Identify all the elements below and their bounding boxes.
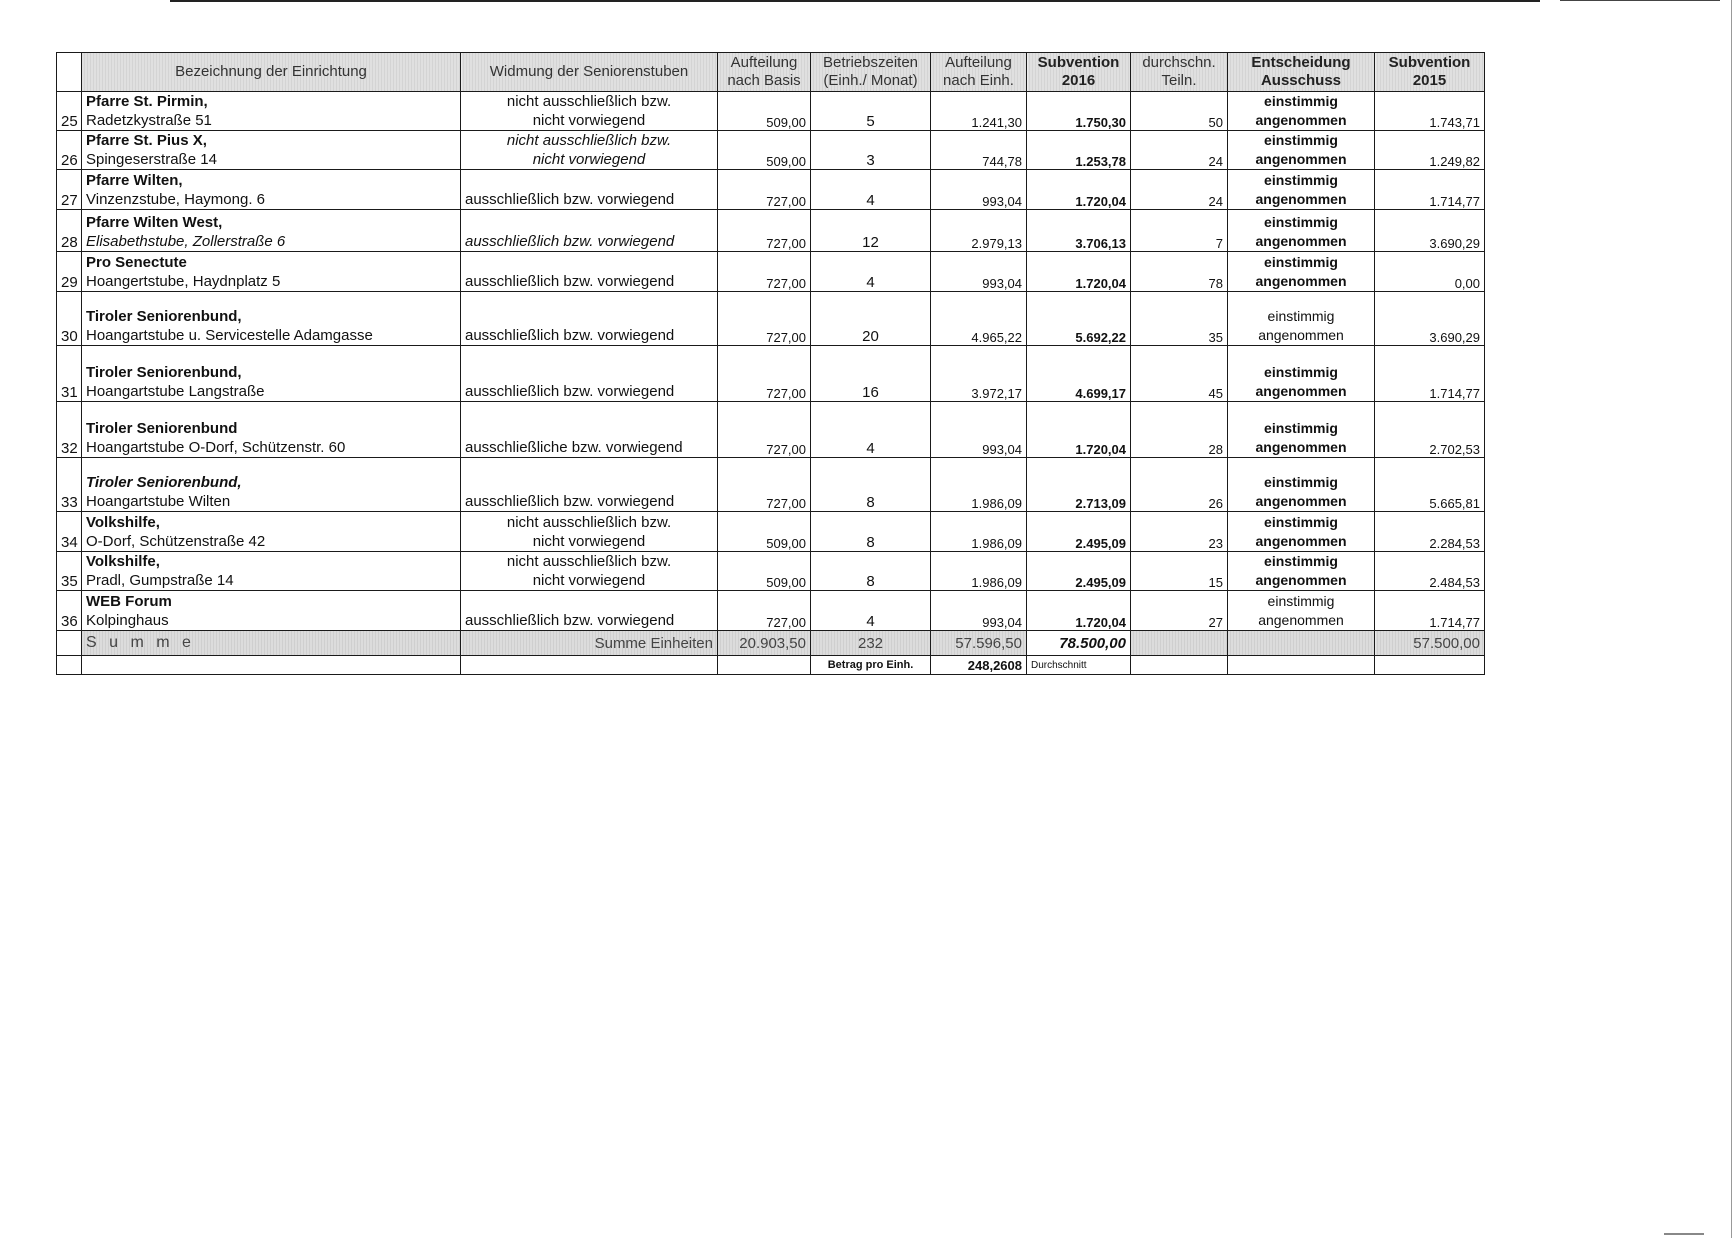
aufteilung-einh-cell: 993,04 bbox=[931, 252, 1027, 292]
footer-betrag-value: 248,2608 bbox=[931, 656, 1027, 675]
decision-line-1: einstimmig bbox=[1267, 593, 1335, 609]
entscheidung-cell bbox=[1228, 92, 1375, 131]
aufteilung-basis-cell: 727,00 bbox=[718, 252, 811, 292]
subvention-2015-cell: 2.702,53 bbox=[1375, 402, 1485, 458]
teilnehmer-cell: 23 bbox=[1131, 512, 1228, 552]
widmung-cell bbox=[461, 92, 718, 131]
row-index: 31 bbox=[57, 346, 82, 402]
footer-betrag-label: Betrag pro Einh. bbox=[811, 656, 931, 675]
widmung-cell bbox=[461, 131, 718, 170]
decision-line-1: einstimmig bbox=[1264, 214, 1338, 230]
einrichtung-name: WEB Forum bbox=[86, 593, 172, 610]
entscheidung-cell bbox=[1228, 210, 1375, 252]
teilnehmer-cell: 26 bbox=[1131, 458, 1228, 512]
scan-corner-mark bbox=[1664, 1233, 1704, 1235]
sum-basis-total: 20.903,50 bbox=[718, 631, 811, 656]
aufteilung-basis-cell: 727,00 bbox=[718, 170, 811, 210]
sum-teiln-cell bbox=[1131, 631, 1228, 656]
einrichtung-cell bbox=[82, 346, 461, 402]
table-row bbox=[57, 402, 1485, 458]
widmung-cell bbox=[461, 512, 718, 552]
table-row bbox=[57, 210, 1485, 252]
einrichtung-cell bbox=[82, 252, 461, 292]
subvention-2015-cell: 5.665,81 bbox=[1375, 458, 1485, 512]
footer-index-cell bbox=[57, 656, 82, 675]
purpose-line: nicht vorwiegend bbox=[532, 572, 646, 589]
einrichtung-cell bbox=[82, 92, 461, 131]
table-row bbox=[57, 552, 1485, 591]
aufteilung-basis-cell: 509,00 bbox=[718, 552, 811, 591]
subsidy-table bbox=[56, 52, 1485, 675]
betriebszeiten-cell: 4 bbox=[811, 170, 931, 210]
purpose-line: nicht vorwiegend bbox=[532, 151, 646, 168]
aufteilung-basis-cell: 509,00 bbox=[718, 92, 811, 131]
decision-line-2: angenommen bbox=[1255, 233, 1347, 249]
einrichtung-name: Tiroler Seniorenbund, bbox=[86, 474, 242, 491]
teilnehmer-cell: 50 bbox=[1131, 92, 1228, 131]
einrichtung-address: Hoangertstube, Haydnplatz 5 bbox=[86, 273, 281, 290]
aufteilung-basis-cell: 727,00 bbox=[718, 402, 811, 458]
row-index: 29 bbox=[57, 252, 82, 292]
subvention-2015-cell: 1.714,77 bbox=[1375, 591, 1485, 631]
entscheidung-cell bbox=[1228, 512, 1375, 552]
purpose-line: ausschließlich bzw. vorwiegend bbox=[465, 493, 675, 510]
einrichtung-address: Spingeserstraße 14 bbox=[86, 151, 217, 168]
aufteilung-einh-cell: 993,04 bbox=[931, 591, 1027, 631]
betriebszeiten-cell: 8 bbox=[811, 512, 931, 552]
betriebszeiten-cell: 4 bbox=[811, 402, 931, 458]
purpose-line: ausschließliche bzw. vorwiegend bbox=[465, 439, 683, 456]
subvention-2016-cell: 1.750,30 bbox=[1027, 92, 1131, 131]
aufteilung-einh-cell: 993,04 bbox=[931, 170, 1027, 210]
header-entscheidung: Entscheidung Ausschuss bbox=[1228, 53, 1375, 92]
teilnehmer-cell: 78 bbox=[1131, 252, 1228, 292]
row-index: 34 bbox=[57, 512, 82, 552]
decision-line-1: einstimmig bbox=[1264, 514, 1338, 530]
decision-line-2: angenommen bbox=[1258, 612, 1344, 628]
sum-subvention-2015-total: 57.500,00 bbox=[1375, 631, 1485, 656]
entscheidung-cell bbox=[1228, 346, 1375, 402]
aufteilung-basis-cell: 727,00 bbox=[718, 210, 811, 252]
subvention-2016-cell: 2.495,09 bbox=[1027, 512, 1131, 552]
purpose-line: ausschließlich bzw. vorwiegend bbox=[465, 383, 675, 400]
purpose-line: ausschließlich bzw. vorwiegend bbox=[465, 273, 675, 290]
teilnehmer-cell: 27 bbox=[1131, 591, 1228, 631]
row-index: 25 bbox=[57, 92, 82, 131]
sum-label: S u m m e bbox=[82, 631, 461, 656]
row-index: 32 bbox=[57, 402, 82, 458]
einrichtung-cell bbox=[82, 512, 461, 552]
sum-row bbox=[57, 631, 1485, 656]
row-index: 33 bbox=[57, 458, 82, 512]
aufteilung-einh-cell: 1.986,09 bbox=[931, 552, 1027, 591]
betriebszeiten-cell: 3 bbox=[811, 131, 931, 170]
sum-index-cell bbox=[57, 631, 82, 656]
footer-basis-cell bbox=[718, 656, 811, 675]
table-row bbox=[57, 252, 1485, 292]
table-row bbox=[57, 292, 1485, 346]
footer-row bbox=[57, 656, 1485, 675]
footer-teiln-cell bbox=[1131, 656, 1228, 675]
betriebszeiten-cell: 8 bbox=[811, 458, 931, 512]
row-index: 28 bbox=[57, 210, 82, 252]
teilnehmer-cell: 45 bbox=[1131, 346, 1228, 402]
einrichtung-address: O-Dorf, Schützenstraße 42 bbox=[86, 533, 266, 550]
decision-line-2: angenommen bbox=[1255, 533, 1347, 549]
decision-line-1: einstimmig bbox=[1264, 254, 1338, 270]
aufteilung-einh-cell: 3.972,17 bbox=[931, 346, 1027, 402]
widmung-cell bbox=[461, 252, 718, 292]
decision-line-1: einstimmig bbox=[1264, 93, 1338, 109]
subvention-2015-cell: 1.743,71 bbox=[1375, 92, 1485, 131]
einrichtung-name: Volkshilfe, bbox=[86, 553, 160, 570]
header-betriebszeiten: Betriebszeiten (Einh./ Monat) bbox=[811, 53, 931, 92]
aufteilung-basis-cell: 509,00 bbox=[718, 131, 811, 170]
table-row bbox=[57, 458, 1485, 512]
betriebszeiten-cell: 4 bbox=[811, 591, 931, 631]
decision-line-1: einstimmig bbox=[1264, 474, 1338, 490]
header-einrichtung: Bezeichnung der Einrichtung bbox=[82, 53, 461, 92]
einrichtung-address: Vinzenzstube, Haymong. 6 bbox=[86, 191, 265, 208]
row-index: 26 bbox=[57, 131, 82, 170]
footer-name-cell bbox=[82, 656, 461, 675]
aufteilung-einh-cell: 744,78 bbox=[931, 131, 1027, 170]
einrichtung-cell bbox=[82, 591, 461, 631]
subvention-2016-cell: 1.253,78 bbox=[1027, 131, 1131, 170]
widmung-cell bbox=[461, 552, 718, 591]
entscheidung-cell bbox=[1228, 591, 1375, 631]
aufteilung-einh-cell: 993,04 bbox=[931, 402, 1027, 458]
entscheidung-cell bbox=[1228, 131, 1375, 170]
einrichtung-name: Pfarre St. Pirmin, bbox=[86, 93, 208, 110]
table-row bbox=[57, 92, 1485, 131]
aufteilung-einh-cell: 1.241,30 bbox=[931, 92, 1027, 131]
aufteilung-einh-cell: 1.986,09 bbox=[931, 458, 1027, 512]
teilnehmer-cell: 28 bbox=[1131, 402, 1228, 458]
header-subvention-2015: Subvention 2015 bbox=[1375, 53, 1485, 92]
subvention-2015-cell: 3.690,29 bbox=[1375, 292, 1485, 346]
einrichtung-address: Kolpinghaus bbox=[86, 612, 169, 629]
einrichtung-cell bbox=[82, 552, 461, 591]
aufteilung-einh-cell: 1.986,09 bbox=[931, 512, 1027, 552]
decision-line-2: angenommen bbox=[1255, 273, 1347, 289]
betriebszeiten-cell: 16 bbox=[811, 346, 931, 402]
footer-purpose-cell bbox=[461, 656, 718, 675]
purpose-line: nicht ausschließlich bzw. bbox=[506, 553, 672, 570]
teilnehmer-cell: 35 bbox=[1131, 292, 1228, 346]
header-subvention-2016: Subvention 2016 bbox=[1027, 53, 1131, 92]
subvention-2015-cell: 1.249,82 bbox=[1375, 131, 1485, 170]
widmung-cell bbox=[461, 346, 718, 402]
decision-line-2: angenommen bbox=[1255, 493, 1347, 509]
table-row bbox=[57, 170, 1485, 210]
einrichtung-address: Hoangartstube Langstraße bbox=[86, 383, 265, 400]
subvention-2016-cell: 4.699,17 bbox=[1027, 346, 1131, 402]
purpose-line: nicht ausschließlich bzw. bbox=[506, 132, 672, 149]
purpose-line: ausschließlich bzw. vorwiegend bbox=[465, 233, 675, 250]
decision-line-2: angenommen bbox=[1255, 439, 1347, 455]
table-row bbox=[57, 512, 1485, 552]
aufteilung-basis-cell: 727,00 bbox=[718, 458, 811, 512]
einrichtung-address: Radetzkystraße 51 bbox=[86, 112, 212, 129]
decision-line-2: angenommen bbox=[1255, 572, 1347, 588]
einrichtung-address: Elisabethstube, Zollerstraße 6 bbox=[86, 233, 286, 250]
einrichtung-name: Volkshilfe, bbox=[86, 514, 160, 531]
subvention-2015-cell: 2.484,53 bbox=[1375, 552, 1485, 591]
betriebszeiten-cell: 5 bbox=[811, 92, 931, 131]
betriebszeiten-cell: 12 bbox=[811, 210, 931, 252]
row-index: 30 bbox=[57, 292, 82, 346]
sum-decision-cell bbox=[1228, 631, 1375, 656]
purpose-line: nicht vorwiegend bbox=[532, 533, 646, 550]
einrichtung-address: Pradl, Gumpstraße 14 bbox=[86, 572, 234, 589]
einrichtung-name: Tiroler Seniorenbund, bbox=[86, 308, 242, 325]
header-widmung: Widmung der Seniorenstuben bbox=[461, 53, 718, 92]
decision-line-2: angenommen bbox=[1255, 151, 1347, 167]
aufteilung-einh-cell: 4.965,22 bbox=[931, 292, 1027, 346]
header-aufteilung-basis: Aufteilung nach Basis bbox=[718, 53, 811, 92]
subvention-2016-cell: 1.720,04 bbox=[1027, 402, 1131, 458]
decision-line-2: angenommen bbox=[1255, 191, 1347, 207]
header-row bbox=[57, 53, 1485, 92]
entscheidung-cell bbox=[1228, 402, 1375, 458]
scan-top-edge-right bbox=[1560, 0, 1720, 1]
einrichtung-cell bbox=[82, 131, 461, 170]
teilnehmer-cell: 24 bbox=[1131, 131, 1228, 170]
entscheidung-cell bbox=[1228, 458, 1375, 512]
footer-sub2015-cell bbox=[1375, 656, 1485, 675]
decision-line-1: einstimmig bbox=[1264, 172, 1338, 188]
subvention-2016-cell: 5.692,22 bbox=[1027, 292, 1131, 346]
sum-units-label: Summe Einheiten bbox=[461, 631, 718, 656]
decision-line-1: einstimmig bbox=[1264, 132, 1338, 148]
subvention-2016-cell: 1.720,04 bbox=[1027, 252, 1131, 292]
betriebszeiten-cell: 4 bbox=[811, 252, 931, 292]
betriebszeiten-cell: 20 bbox=[811, 292, 931, 346]
subvention-2016-cell: 1.720,04 bbox=[1027, 591, 1131, 631]
purpose-line: ausschließlich bzw. vorwiegend bbox=[465, 612, 675, 629]
purpose-line: ausschließlich bzw. vorwiegend bbox=[465, 191, 675, 208]
scan-top-edge bbox=[170, 0, 1540, 2]
entscheidung-cell bbox=[1228, 170, 1375, 210]
footer-decision-cell bbox=[1228, 656, 1375, 675]
entscheidung-cell bbox=[1228, 292, 1375, 346]
widmung-cell bbox=[461, 458, 718, 512]
sum-units-total: 232 bbox=[811, 631, 931, 656]
betriebszeiten-cell: 8 bbox=[811, 552, 931, 591]
teilnehmer-cell: 24 bbox=[1131, 170, 1228, 210]
entscheidung-cell bbox=[1228, 252, 1375, 292]
einrichtung-name: Pfarre Wilten, bbox=[86, 172, 183, 189]
einrichtung-name: Pro Senectute bbox=[86, 254, 187, 271]
subvention-2015-cell: 0,00 bbox=[1375, 252, 1485, 292]
purpose-line: ausschließlich bzw. vorwiegend bbox=[465, 327, 675, 344]
subvention-2015-cell: 3.690,29 bbox=[1375, 210, 1485, 252]
widmung-cell bbox=[461, 402, 718, 458]
einrichtung-cell bbox=[82, 458, 461, 512]
decision-line-1: einstimmig bbox=[1264, 553, 1338, 569]
einrichtung-address: Hoangartstube u. Servicestelle Adamgasse bbox=[86, 327, 373, 344]
teilnehmer-cell: 7 bbox=[1131, 210, 1228, 252]
sum-subvention-2016-total: 78.500,00 bbox=[1027, 631, 1131, 656]
purpose-line: nicht ausschließlich bzw. bbox=[506, 514, 672, 531]
sum-einh-total: 57.596,50 bbox=[931, 631, 1027, 656]
subvention-2016-cell: 2.495,09 bbox=[1027, 552, 1131, 591]
widmung-cell bbox=[461, 292, 718, 346]
subvention-2016-cell: 3.706,13 bbox=[1027, 210, 1131, 252]
subvention-2016-cell: 1.720,04 bbox=[1027, 170, 1131, 210]
table-row bbox=[57, 131, 1485, 170]
decision-line-1: einstimmig bbox=[1264, 420, 1338, 436]
einrichtung-name: Tiroler Seniorenbund bbox=[86, 420, 238, 437]
decision-line-2: angenommen bbox=[1258, 327, 1344, 343]
row-index: 27 bbox=[57, 170, 82, 210]
widmung-cell bbox=[461, 210, 718, 252]
decision-line-1: einstimmig bbox=[1264, 364, 1338, 380]
aufteilung-basis-cell: 727,00 bbox=[718, 292, 811, 346]
footer-durchschnitt-label: Durchschnitt bbox=[1027, 656, 1131, 675]
subvention-2015-cell: 1.714,77 bbox=[1375, 170, 1485, 210]
widmung-cell bbox=[461, 591, 718, 631]
subvention-2016-cell: 2.713,09 bbox=[1027, 458, 1131, 512]
einrichtung-cell bbox=[82, 170, 461, 210]
subvention-2015-cell: 1.714,77 bbox=[1375, 346, 1485, 402]
purpose-line: nicht ausschließlich bzw. bbox=[506, 93, 672, 110]
einrichtung-cell bbox=[82, 402, 461, 458]
entscheidung-cell bbox=[1228, 552, 1375, 591]
header-aufteilung-einh: Aufteilung nach Einh. bbox=[931, 53, 1027, 92]
row-index: 35 bbox=[57, 552, 82, 591]
table-row bbox=[57, 591, 1485, 631]
decision-line-1: einstimmig bbox=[1267, 308, 1335, 324]
header-index-cell bbox=[57, 53, 82, 92]
einrichtung-name: Pfarre Wilten West, bbox=[86, 214, 223, 231]
decision-line-2: angenommen bbox=[1255, 112, 1347, 128]
row-index: 36 bbox=[57, 591, 82, 631]
aufteilung-basis-cell: 727,00 bbox=[718, 346, 811, 402]
aufteilung-basis-cell: 727,00 bbox=[718, 591, 811, 631]
table-row bbox=[57, 346, 1485, 402]
aufteilung-einh-cell: 2.979,13 bbox=[931, 210, 1027, 252]
einrichtung-name: Tiroler Seniorenbund, bbox=[86, 364, 242, 381]
aufteilung-basis-cell: 509,00 bbox=[718, 512, 811, 552]
header-teilnehmer: durchschn. Teiln. bbox=[1131, 53, 1228, 92]
einrichtung-name: Pfarre St. Pius X, bbox=[86, 132, 207, 149]
decision-line-2: angenommen bbox=[1255, 383, 1347, 399]
widmung-cell bbox=[461, 170, 718, 210]
purpose-line: nicht vorwiegend bbox=[532, 112, 646, 129]
einrichtung-cell bbox=[82, 210, 461, 252]
einrichtung-cell bbox=[82, 292, 461, 346]
teilnehmer-cell: 15 bbox=[1131, 552, 1228, 591]
einrichtung-address: Hoangartstube O-Dorf, Schützenstr. 60 bbox=[86, 439, 346, 456]
subvention-2015-cell: 2.284,53 bbox=[1375, 512, 1485, 552]
einrichtung-address: Hoangartstube Wilten bbox=[86, 493, 231, 510]
